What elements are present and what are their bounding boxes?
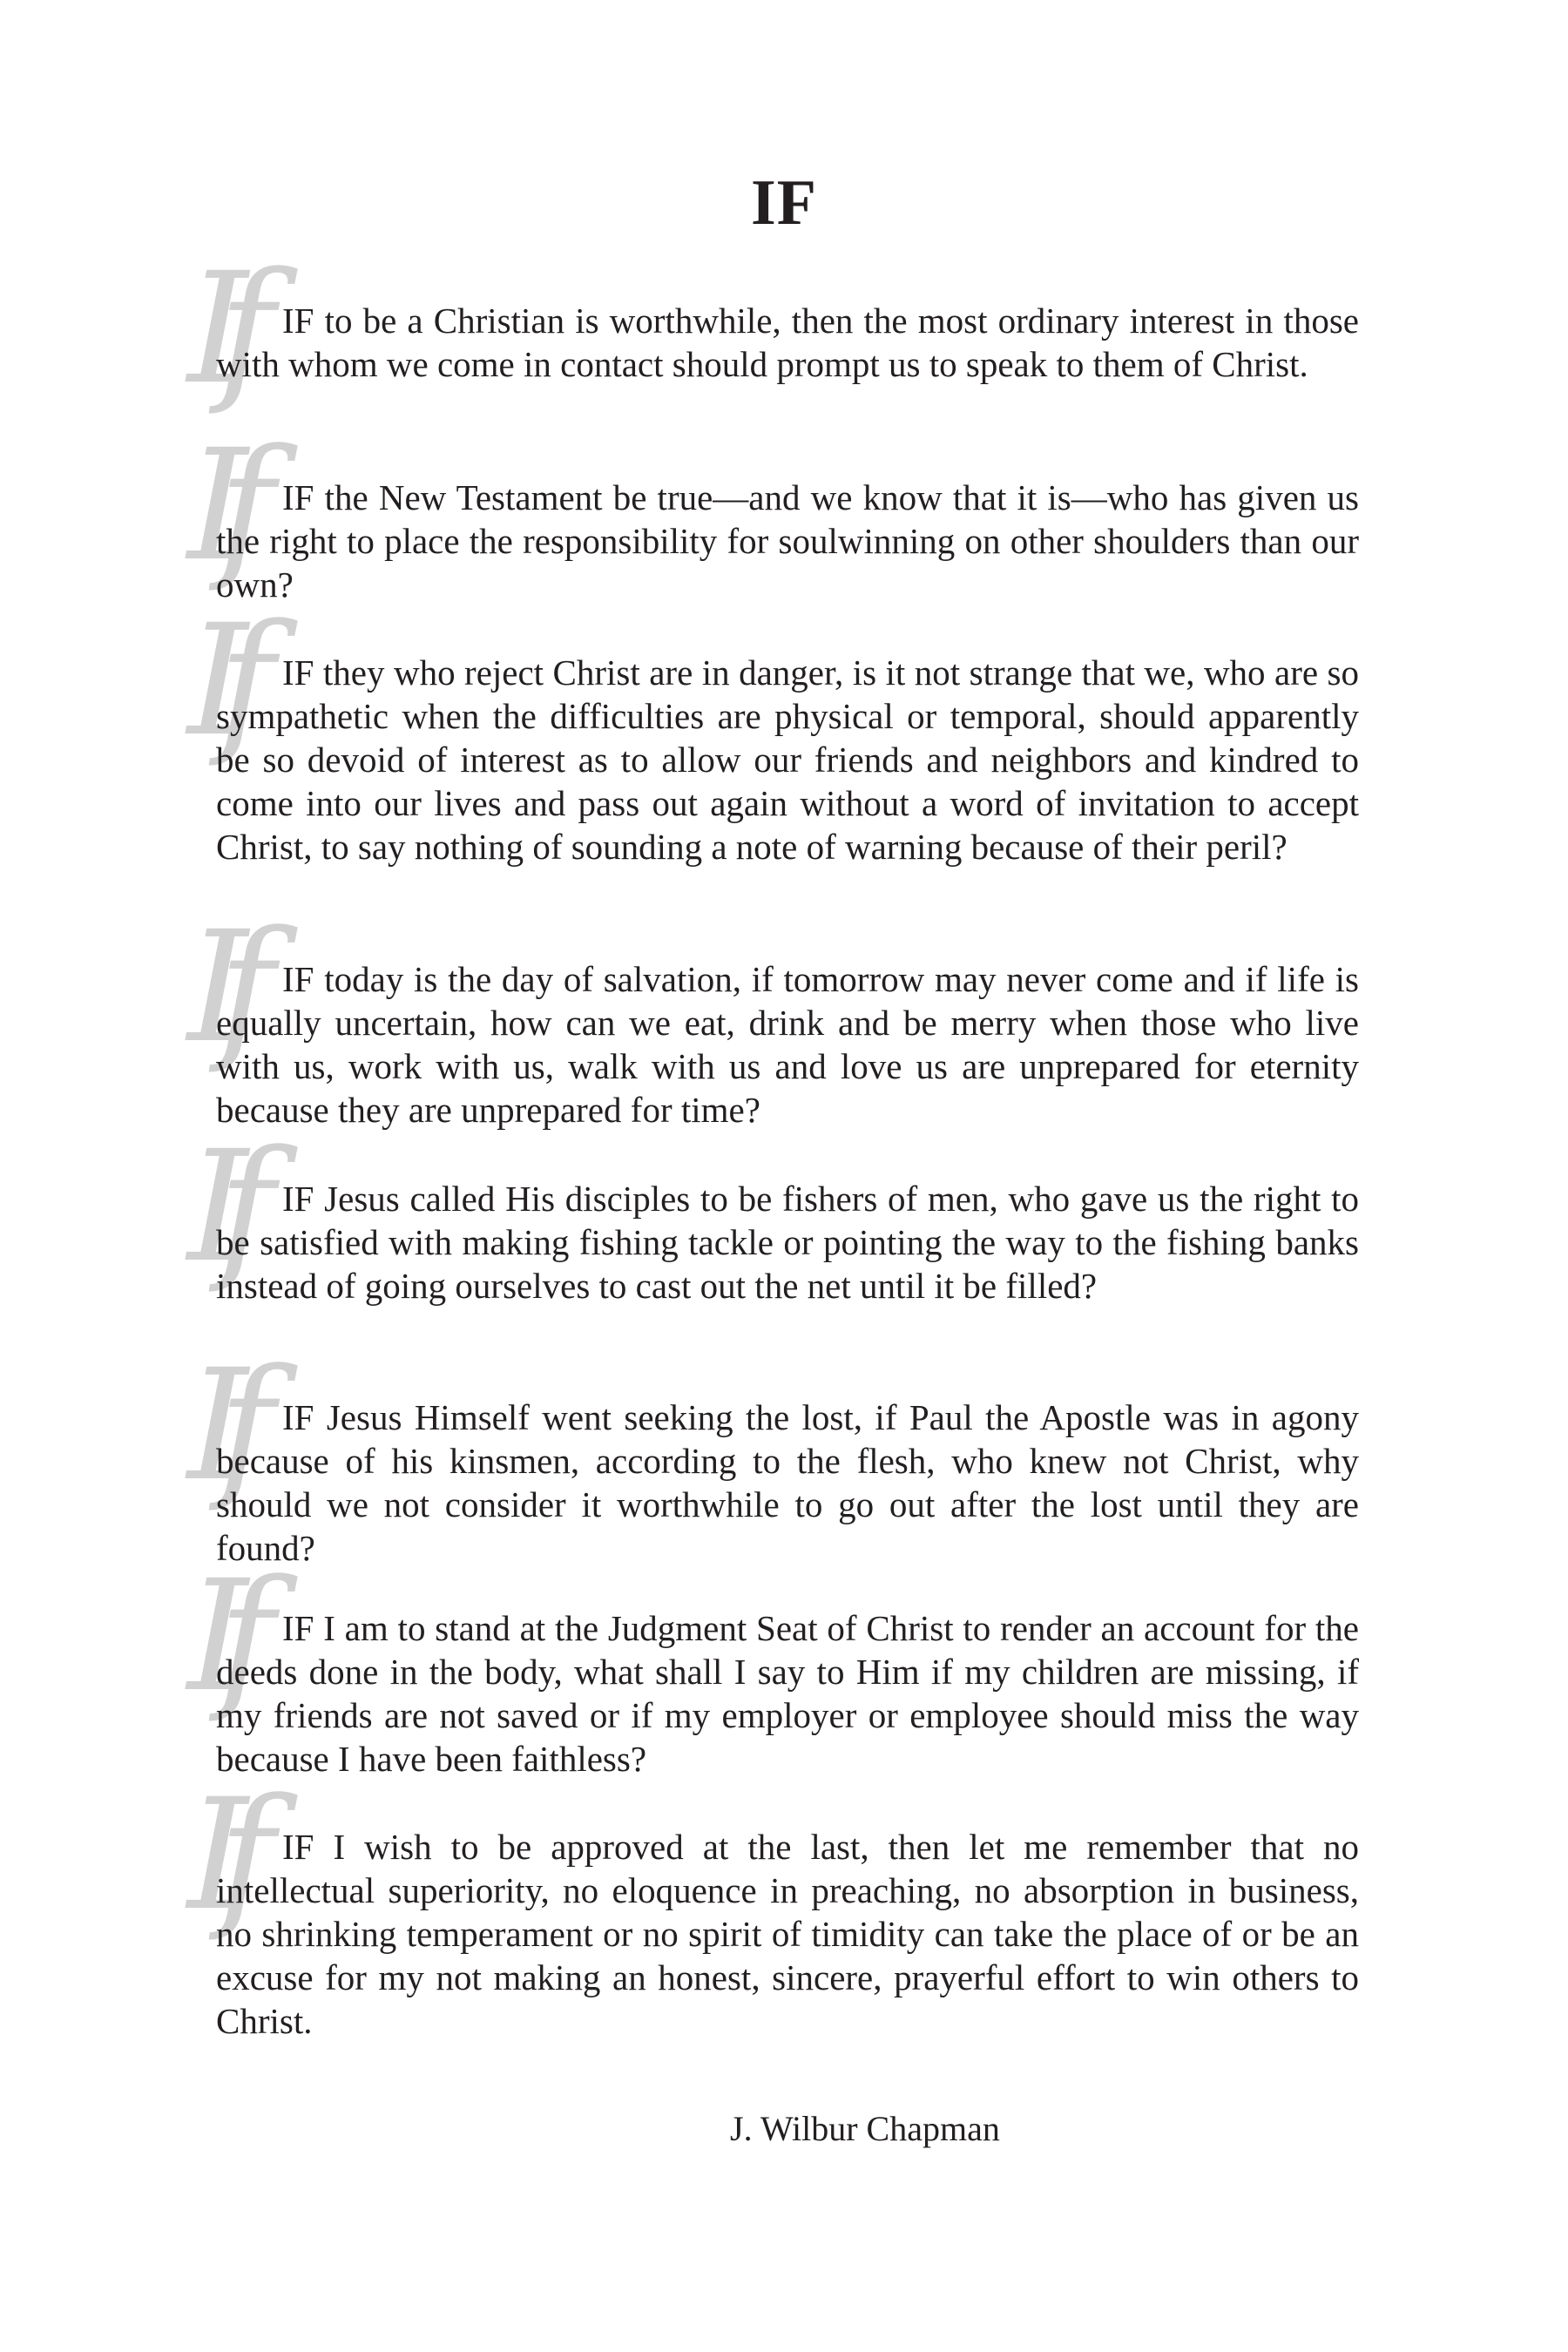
drop-cap-if-8: If (187, 1766, 246, 1944)
drop-cap-if-7: If (187, 1547, 246, 1726)
paragraph-4: IF today is the day of salvation, if tomorrow may never come and if life is equally uncertain, how can we eat, drink and be merry when those who live with us, work with us, walk with us and love us are unprepared for eternity because they are unprepared for time? (216, 959, 1359, 1130)
paragraph-7: IF I am to stand at the Judgment Seat of Christ to render an account for the deeds done in the body, what shall I say to Him if my children are missing, if my friends are not saved or if my employer or employee should miss the way because I have been faithless? (216, 1608, 1359, 1779)
paragraph-1: IF to be a Christian is worthwhile, then the most ordinary interest in those with whom we come in contact should prompt us to speak to them of Christ. (216, 301, 1359, 384)
drop-cap-if-6: If (187, 1336, 246, 1515)
drop-cap-if-3: If (187, 591, 246, 770)
page-title: IF (751, 167, 817, 239)
drop-cap-if-5: If (187, 1118, 246, 1296)
paragraph-2: IF the New Testament be true—and we know that it is—who has given us the right to place the responsibility for soulwinning on other shoulders than our own? (216, 477, 1359, 605)
paragraph-6: IF Jesus Himself went seeking the lost, if Paul the Apostle was in agony because of his kinsmen, according to the flesh, who knew not Christ, why should we not consider it worthwhile to go out after the lost until they are found? (216, 1397, 1359, 1568)
drop-cap-if-4: If (187, 898, 246, 1077)
paragraph-8: IF I wish to be approved at the last, then let me remember that no intellectual superiority, no eloquence in preaching, no absorption in business, no shrinking temperament or no spirit of timidity can take the place of or be an excuse for my not making an honest, sincere, prayerful effort to win others to Christ. (216, 1827, 1359, 2041)
drop-cap-if-2: If (187, 416, 246, 595)
author-signature: J. Wilbur Chapman (730, 2109, 1000, 2148)
paragraph-3: IF they who reject Christ are in danger, is it not strange that we, who are so sympathetic when the difficulties are physical or temporal, should apparently be so devoid of interest as to allow our friends and neighbors and kindred to come into our lives and pass out again without a word of invitation to accept Christ, to say nothing of sounding a note of warning because of their peril? (216, 652, 1359, 867)
drop-cap-if-1: If (187, 240, 246, 418)
paragraph-5: IF Jesus called His disciples to be fishers of men, who gave us the right to be satisfied with making fishing tackle or pointing the way to the fishing banks instead of going ourselves to cast out the net until it be filled? (216, 1179, 1359, 1306)
